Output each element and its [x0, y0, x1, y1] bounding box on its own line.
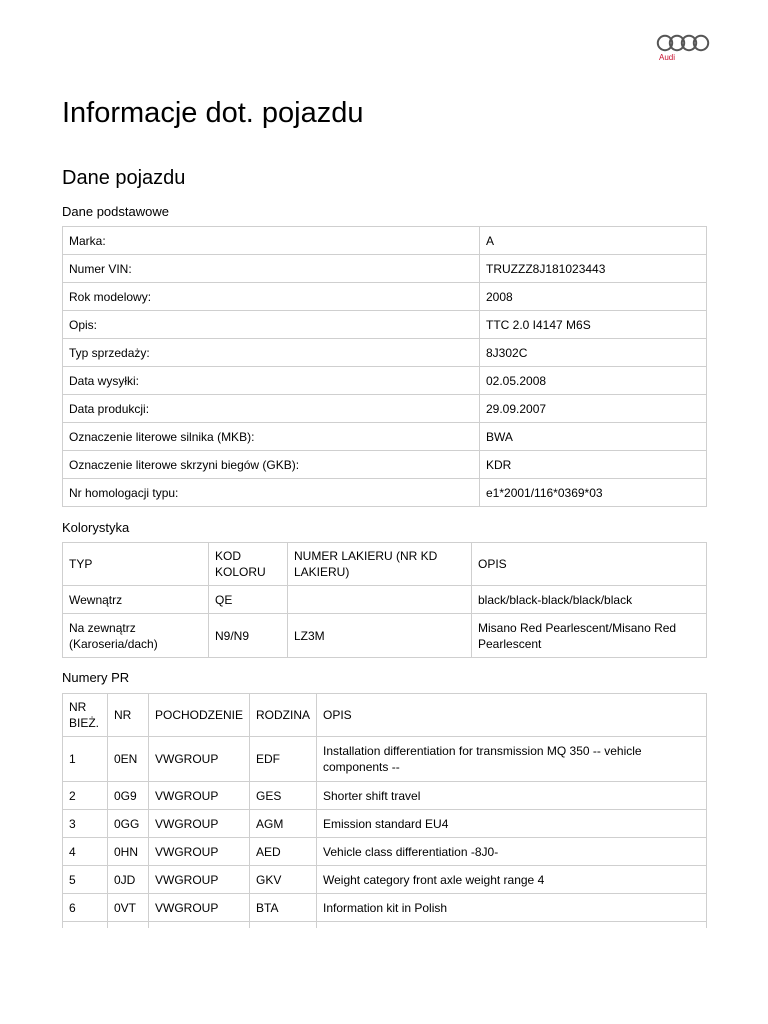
table-row: [63, 311, 707, 339]
field-value: 29.09.2007: [480, 395, 707, 423]
audi-logo: [656, 34, 712, 62]
pr-numbers-label: Numery PR: [62, 670, 130, 685]
column-header: NUMER LAKIERU (NR KD LAKIERU): [288, 543, 472, 586]
table-cell: EDF: [250, 737, 317, 782]
table-cell: 1: [63, 737, 108, 782]
table-cell: [288, 586, 472, 614]
column-header: NR: [108, 694, 149, 737]
table-row: [63, 614, 707, 658]
table-cell: 3: [63, 810, 108, 838]
table-cell: Shorter shift travel: [317, 782, 707, 810]
colors-table: [62, 542, 707, 658]
table-cell: AED: [250, 838, 317, 866]
table-header-row: [63, 694, 707, 737]
column-header: TYP: [63, 543, 209, 586]
field-label: Marka:: [63, 227, 480, 255]
basic-data-label: Dane podstawowe: [62, 204, 169, 219]
table-cell: VWGROUP: [149, 810, 250, 838]
table-cell: [317, 922, 707, 929]
table-cell: 0G9: [108, 782, 149, 810]
table-cell: 0JD: [108, 866, 149, 894]
audi-rings-icon: [656, 34, 710, 52]
field-value: A: [480, 227, 707, 255]
table-cell: 0EN: [108, 737, 149, 782]
table-cell: Misano Red Pearlescent/Misano Red Pearlescent: [472, 614, 707, 658]
table-cell: [63, 922, 108, 929]
field-label: Data wysyłki:: [63, 367, 480, 395]
field-value: TTC 2.0 I4147 M6S: [480, 311, 707, 339]
table-row: [63, 255, 707, 283]
table-cell: VWGROUP: [149, 782, 250, 810]
table-cell: Information kit in Polish: [317, 894, 707, 922]
table-row: [63, 367, 707, 395]
table-cell: [250, 922, 317, 929]
table-cell: Installation differentiation for transmission MQ 350 -- vehicle components --: [317, 737, 707, 782]
section-title: Dane pojazdu: [62, 167, 186, 189]
field-value: KDR: [480, 451, 707, 479]
colors-label: Kolorystyka: [62, 520, 130, 535]
table-cell: VWGROUP: [149, 737, 250, 782]
field-label: Numer VIN:: [63, 255, 480, 283]
table-header-row: [63, 543, 707, 586]
column-header: NR BIEŻ.: [63, 694, 108, 737]
table-row: [63, 451, 707, 479]
table-row: [63, 395, 707, 423]
table-row: [63, 838, 707, 866]
table-cell: Emission standard EU4: [317, 810, 707, 838]
table-cell: VWGROUP: [149, 894, 250, 922]
table-row: [63, 479, 707, 507]
field-label: Nr homologacji typu:: [63, 479, 480, 507]
table-row: [63, 586, 707, 614]
pr-numbers-table: [62, 693, 707, 928]
basic-data-table: [62, 226, 707, 507]
field-label: Opis:: [63, 311, 480, 339]
pr-table-viewport: [0, 693, 768, 928]
table-cell: BTA: [250, 894, 317, 922]
table-row: [63, 423, 707, 451]
field-value: BWA: [480, 423, 707, 451]
table-row: [63, 894, 707, 922]
table-cell: 0VT: [108, 894, 149, 922]
table-cell: [108, 922, 149, 929]
field-value: 2008: [480, 283, 707, 311]
column-header: POCHODZENIE: [149, 694, 250, 737]
table-cell: VWGROUP: [149, 866, 250, 894]
table-cell: Wewnątrz: [63, 586, 209, 614]
table-cell: GKV: [250, 866, 317, 894]
field-value: 02.05.2008: [480, 367, 707, 395]
table-cell: 4: [63, 838, 108, 866]
table-cell: QE: [209, 586, 288, 614]
table-row: [63, 737, 707, 782]
table-cell: [149, 922, 250, 929]
field-label: Data produkcji:: [63, 395, 480, 423]
field-value: 8J302C: [480, 339, 707, 367]
column-header: KOD KOLORU: [209, 543, 288, 586]
field-label: Rok modelowy:: [63, 283, 480, 311]
table-row: [63, 782, 707, 810]
table-cell: VWGROUP: [149, 838, 250, 866]
table-cell: Na zewnątrz (Karoseria/dach): [63, 614, 209, 658]
field-value: e1*2001/116*0369*03: [480, 479, 707, 507]
table-cell: 2: [63, 782, 108, 810]
table-cell: 0HN: [108, 838, 149, 866]
table-cell: AGM: [250, 810, 317, 838]
table-cell: 0GG: [108, 810, 149, 838]
table-row: [63, 283, 707, 311]
column-header: OPIS: [472, 543, 707, 586]
table-cell: N9/N9: [209, 614, 288, 658]
page-title: Informacje dot. pojazdu: [62, 97, 364, 129]
field-label: Oznaczenie literowe silnika (MKB):: [63, 423, 480, 451]
table-row: [63, 866, 707, 894]
column-header: RODZINA: [250, 694, 317, 737]
table-row: [63, 339, 707, 367]
table-cell: GES: [250, 782, 317, 810]
table-cell: black/black-black/black/black: [472, 586, 707, 614]
table-cell: 5: [63, 866, 108, 894]
table-row: [63, 810, 707, 838]
table-row: [63, 227, 707, 255]
field-label: Typ sprzedaży:: [63, 339, 480, 367]
field-value: TRUZZZ8J181023443: [480, 255, 707, 283]
field-label: Oznaczenie literowe skrzyni biegów (GKB):: [63, 451, 480, 479]
table-cell: Vehicle class differentiation -8J0-: [317, 838, 707, 866]
column-header: OPIS: [317, 694, 707, 737]
table-cell: LZ3M: [288, 614, 472, 658]
table-cell: 6: [63, 894, 108, 922]
table-row: [63, 922, 707, 929]
logo-text: Audi: [659, 53, 676, 62]
table-cell: Weight category front axle weight range 4: [317, 866, 707, 894]
